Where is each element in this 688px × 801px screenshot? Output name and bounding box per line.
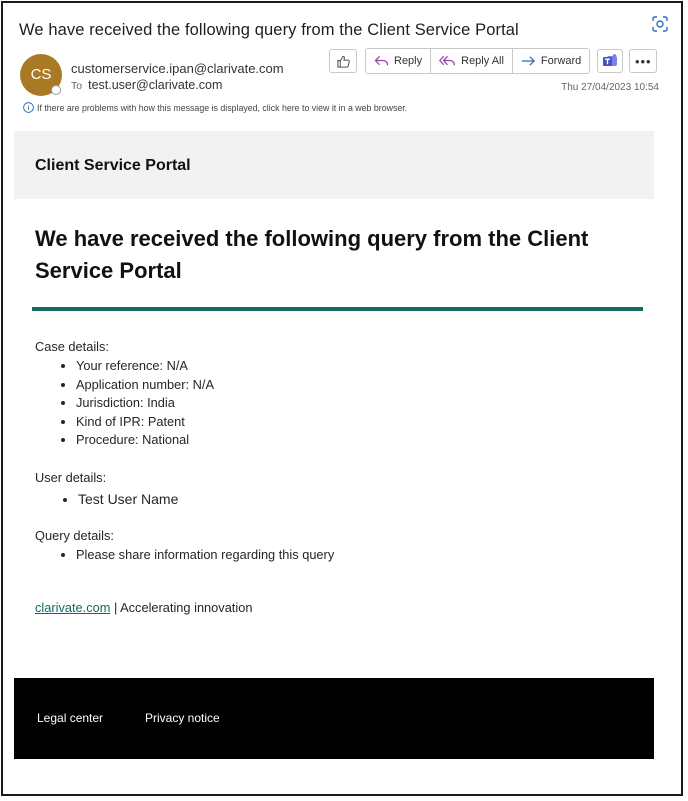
clarivate-link[interactable]: clarivate.com bbox=[35, 600, 111, 615]
user-details-title: User details: bbox=[35, 469, 107, 485]
query-details-section bbox=[35, 528, 654, 565]
forward-button[interactable] bbox=[513, 49, 589, 73]
query-details-title: Query details: bbox=[35, 527, 114, 543]
case-item-kind-of-ipr: • Kind of IPR: Patent bbox=[76, 413, 654, 432]
portal-header: Client Service Portal bbox=[14, 131, 654, 199]
reply-button[interactable] bbox=[366, 49, 431, 73]
forward-label: Forward bbox=[540, 55, 582, 67]
info-icon bbox=[23, 102, 34, 113]
tagline: | Accelerating innovation bbox=[110, 600, 253, 615]
infobar-text: If there are problems with how this message is displayed, click here to view it in a web browser. bbox=[37, 102, 408, 113]
reply-button-group bbox=[365, 48, 590, 74]
teams-share-button[interactable] bbox=[597, 49, 623, 73]
sender-address[interactable]: customerservice.ipan@clarivate.com bbox=[71, 61, 284, 76]
teams-icon bbox=[602, 53, 618, 69]
recipient-address[interactable]: test.user@clarivate.com bbox=[88, 78, 223, 92]
user-item-name: • Test User Name bbox=[78, 489, 654, 509]
case-item-reference: • Your reference: N/A bbox=[76, 357, 654, 376]
like-button[interactable] bbox=[329, 49, 357, 73]
case-item-application-number: • Application number: N/A bbox=[76, 376, 654, 395]
immersive-reader-icon[interactable] bbox=[651, 15, 669, 33]
case-details-section bbox=[35, 339, 654, 450]
reply-all-label: Reply All bbox=[461, 55, 504, 67]
display-problem-infobar[interactable] bbox=[23, 102, 407, 113]
reply-all-icon bbox=[439, 55, 456, 67]
message-toolbar bbox=[329, 48, 657, 74]
thumbs-up-icon bbox=[336, 54, 351, 69]
email-window bbox=[1, 1, 683, 796]
reply-all-button[interactable] bbox=[431, 49, 513, 73]
received-date: Thu 27/04/2023 10:54 bbox=[561, 82, 659, 93]
case-details-title: Case details: bbox=[35, 339, 109, 354]
case-item-jurisdiction: • Jurisdiction: India bbox=[76, 394, 654, 413]
case-item-procedure: • Procedure: National bbox=[76, 431, 654, 450]
more-actions-button[interactable]: ••• bbox=[629, 49, 657, 73]
sender-avatar[interactable]: CS bbox=[20, 54, 62, 96]
forward-icon bbox=[521, 55, 536, 67]
user-details-section bbox=[35, 470, 654, 509]
reply-icon bbox=[374, 55, 389, 67]
to-label: To bbox=[71, 80, 83, 92]
legal-center-link[interactable]: Legal center bbox=[37, 711, 104, 725]
reply-label: Reply bbox=[394, 55, 423, 67]
recipient-line bbox=[71, 78, 222, 92]
signature-line bbox=[35, 600, 654, 615]
message-headline: We have received the following query from the Client Service Portal bbox=[35, 226, 589, 283]
email-subject: We have received the following query from the Client Service Portal bbox=[19, 21, 519, 39]
legal-footer bbox=[14, 678, 654, 759]
message-body bbox=[14, 131, 654, 759]
accent-divider bbox=[32, 307, 643, 311]
privacy-notice-link[interactable]: Privacy notice bbox=[145, 711, 220, 725]
presence-status-icon bbox=[51, 85, 61, 95]
query-item: • Please share information regarding this query bbox=[76, 546, 654, 565]
